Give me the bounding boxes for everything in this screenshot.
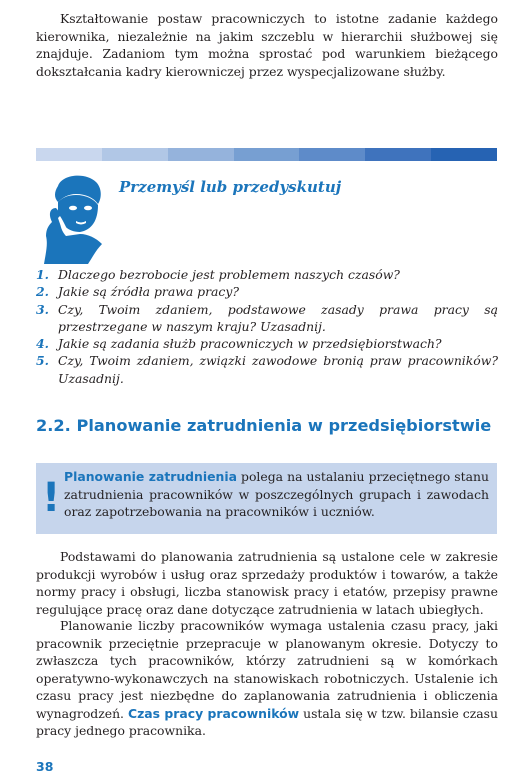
page-number: 38	[36, 759, 54, 774]
stripe-segment	[168, 148, 234, 161]
definition-text	[64, 468, 489, 521]
discuss-heading: Przemyśl lub przedyskutuj	[119, 178, 342, 196]
body-text: Planowanie liczby pracowników wymaga ustalenia czasu pracy, jaki pracownik przeciętnie przepracuje w planowanym okresie. Dotyczy to zwłaszcza tych pracowników, którzy zatrudnieni są w komórkach operatywno-wykonawczych na stanowiskach robotniczych. Ustalenie ich czasu pracy jest niezbędne do zaplanowania zatrudnienia i obliczenia wynagrodzeń.	[36, 618, 498, 721]
stripe-segment	[36, 148, 102, 161]
question-text: Czy, Twoim zdaniem, podstawowe zasady prawa pracy są przestrzegane w naszym kraju? Uzasadnij.	[58, 301, 498, 334]
definition-term: Planowanie zatrudnienia	[64, 469, 237, 484]
question-number: 3.	[36, 301, 49, 317]
question-text: Jakie są zadania służb pracowniczych w przedsiębiorstwach?	[58, 336, 442, 352]
body-text: ustala się w tzw. bilansie czasu pracy jednego pracownika.	[36, 705, 498, 738]
stripe-segment	[234, 148, 300, 161]
stripe-segment	[299, 148, 365, 161]
question-text: Dlaczego bezrobocie jest problemem naszych czasów?	[58, 267, 400, 282]
definition-body: polega na ustalaniu przeciętnego stanu zatrudnienia pracowników w poszczególnych grupach i zawodach oraz zapotrzebowania na pracowników i uczniów.	[64, 469, 489, 519]
thinking-person-icon	[40, 172, 112, 264]
stripe-segment	[431, 148, 497, 161]
definition-box	[36, 463, 497, 534]
highlighted-term: Czas pracy pracowników	[128, 705, 300, 721]
body-paragraph	[36, 617, 498, 740]
question-text: Czy, Twoim zdaniem, związki zawodowe bronią praw pracowników? Uzasadnij.	[58, 353, 498, 386]
list-item	[36, 352, 498, 387]
body-paragraph: Podstawami do planowania zatrudnienia są ustalone cele w zakresie produkcji wyrobów i usług oraz sprzedaży produktów i towarów, a także normy pracy i obsługi, liczba stanowisk pracy i etatów, przepisy prawne regulujące pracę oraz dane dotyczące zatrudnienia w latach ubiegłych.	[36, 549, 498, 617]
question-text: Jakie są źródła prawa pracy?	[58, 284, 239, 300]
decorative-stripe	[36, 148, 497, 161]
exclamation-icon: !	[42, 475, 61, 521]
question-number: 2.	[36, 284, 49, 300]
section-heading: 2.2. Planowanie zatrudnienia w przedsiębiorstwie	[36, 416, 492, 435]
question-number: 1.	[36, 267, 49, 282]
stripe-segment	[365, 148, 431, 161]
question-number: 5.	[36, 353, 49, 369]
list-item	[36, 335, 498, 352]
question-list	[36, 266, 498, 387]
list-item	[36, 301, 498, 336]
stripe-segment	[102, 148, 168, 161]
question-number: 4.	[36, 336, 49, 352]
list-item	[36, 283, 498, 300]
list-item	[36, 266, 498, 283]
intro-paragraph: Kształtowanie postaw pracowniczych to istotne zadanie każdego kierownika, niezależnie na jakim szczeblu w hierarchii służbowej się znajduje. Zadaniom tym można sprostać pod warunkiem bieżącego dokształcania kadry kierowniczej przez wyspecjalizowane służby.	[36, 11, 498, 79]
